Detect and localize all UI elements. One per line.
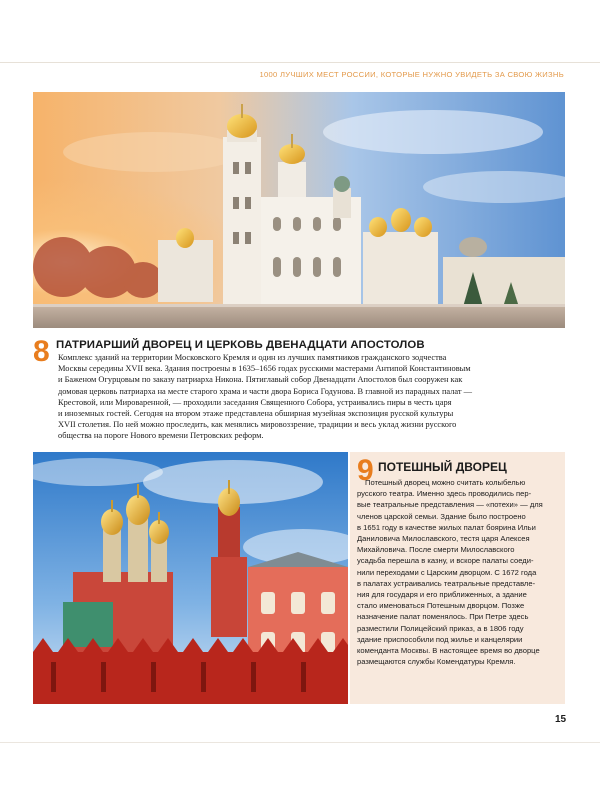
text-line: Потешный дворец можно считать колыбелью: [365, 478, 526, 487]
running-header: 1000 ЛУЧШИХ МЕСТ РОССИИ, КОТОРЫЕ НУЖНО УВИДЕТЬ ЗА СВОЮ ЖИЗНЬ: [259, 70, 564, 79]
text-line: разместили Полицейский приказ, а в 1806 году: [357, 623, 524, 633]
text-line: домовая церковь патриарха на месте старого храма и части двора Бориса Годунова. В главной из парадных палат —: [58, 386, 473, 396]
text-line: Крестовой, или Мироваренной, — проходили заседания Священного Собора, устраивались пиры в честь царя: [58, 397, 452, 407]
section-number-9: 9: [357, 454, 374, 487]
bottom-divider: [0, 742, 600, 743]
text-line: и Баженом Огурцовым по заказу патриарха Никона. Пятиглавый собор Двенадцати Апостолов был сооружен как: [58, 375, 463, 385]
poteshny-palace-photo: [33, 452, 348, 704]
text-line: русского театра. Именно здесь проводились пер-: [357, 489, 532, 499]
text-line: стало именоваться Потешным дворцом. Позже: [357, 601, 525, 611]
section-title-9: ПОТЕШНЫЙ ДВОРЕЦ: [378, 460, 507, 474]
text-line: нили переходами с Царским дворцом. С 1672 года: [357, 567, 537, 577]
section-title-8: ПАТРИАРШИЙ ДВОРЕЦ И ЦЕРКОВЬ ДВЕНАДЦАТИ АПОСТОЛОВ: [56, 339, 425, 351]
text-line: и иноземных гостей. Сегодня на втором этаже представлена обширная музейная экспозиция русской культуры: [58, 409, 454, 419]
text-line: здание приспособили под жилье и канцелярии: [357, 634, 523, 644]
text-line: Даниловича Милославского, тестя царя Алексея: [357, 534, 530, 544]
text-line: размещаются службы Комендатуры Кремля.: [357, 657, 516, 667]
text-line: членов царской семьи. Здание было построено: [357, 511, 526, 521]
text-line: XVII столетия. По ней можно проследить, как менялись мировоззрение, традиции и весь уклад жизни русского: [58, 420, 457, 430]
text-line: Москвы середины XVII века. Здания построены в 1635–1656 годах русскими мастерами Антипой Константиновым: [58, 364, 471, 374]
text-line: ния для государя и его приближенных, а здание: [357, 590, 527, 600]
top-divider: [0, 62, 600, 63]
text-line: Михайловича. После смерти Милославского: [357, 545, 515, 555]
section-number-8: 8: [33, 335, 50, 368]
text-line: назначение палат поменялось. При Петре здесь: [357, 612, 529, 622]
text-line: в 1651 году в качестве жилых палат боярина Ильи: [357, 522, 536, 532]
kremlin-cathedral-square-photo: [33, 92, 565, 328]
text-line: общества на пороге Нового времени Петровских реформ.: [58, 431, 264, 441]
text-line: вые театральные представления — «потехи» — для: [357, 500, 543, 510]
text-line: в палатах устраивались театральные представле-: [357, 578, 536, 588]
text-line: Комплекс зданий на территории Московского Кремля и один из лучших памятников гражданского зодчества: [58, 353, 447, 362]
section-body-8: [58, 352, 563, 442]
section-body-9: [357, 477, 562, 667]
text-line: усадьба перешла в казну, и вскоре палаты соеди-: [357, 556, 534, 566]
text-line: коменданта Москвы. В настоящее время во дворце: [357, 646, 540, 656]
page-number: 15: [555, 714, 567, 725]
